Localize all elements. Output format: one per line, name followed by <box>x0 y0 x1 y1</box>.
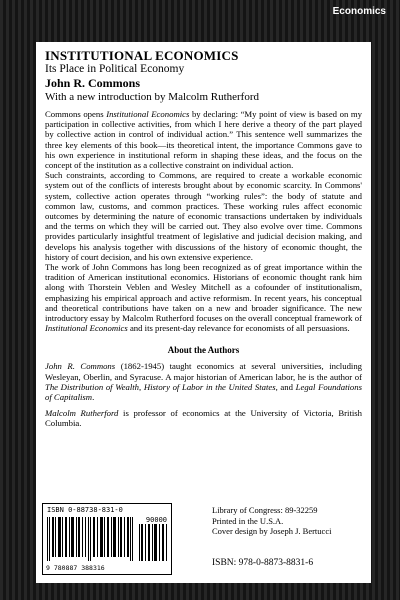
library-of-congress: Library of Congress: 89-32259 <box>212 505 318 515</box>
description-paragraph-2: Such constraints, according to Commons, are required to create a workable economic system out of the conflicts of interests brought about by economic scarcity. In Commons' system, collective action operates through “working rules”: the body of statute and common law, customs, and common practices. These working rules affect economic outcomes by determining the nature of economic transactions undertaken by individuals and the terms on which they will be carried out. They also evolve over time. Commons provides particularly insightful treatment of legislative and judicial decision making, and develops his analysis together with discussions of the history of economic thought, the history of court decision, and his own extensive experience. <box>45 170 362 262</box>
book-title-italic: Institutional Economics <box>45 323 128 334</box>
barcode-isbn-text: ISBN 0-88738-831-0 <box>47 506 123 514</box>
barcode-bars-main <box>47 517 133 561</box>
text-run: and its present-day relevance for economists of all persuasions. <box>127 323 350 334</box>
description-body <box>45 109 362 333</box>
back-cover-panel <box>36 42 371 583</box>
work-title: The Distribution of Wealth <box>45 381 140 392</box>
work-title: History of Labor in the United States <box>143 381 276 392</box>
text-run: , <box>139 381 144 392</box>
text-run: (1862-1945) taught economics at several universities, including Wesleyan, Oberlin, and Syracuse. A major historian of American labor, he is the author of <box>45 361 363 382</box>
work-title: Legal Foundations of Capitalism <box>45 381 363 403</box>
book-author: John R. Commons <box>45 76 141 90</box>
book-title-italic: Institutional Economics <box>106 109 190 119</box>
text-run: , and <box>275 381 296 392</box>
description-paragraph-3 <box>45 262 362 333</box>
text-run: . <box>92 392 95 403</box>
book-subtitle: Its Place in Political Economy <box>45 63 185 75</box>
about-authors-heading: About the Authors <box>167 345 240 356</box>
isbn-label: ISBN: 978-0-8873-8831-6 <box>212 558 314 568</box>
author-bio-rutherford <box>45 408 362 428</box>
barcode <box>42 503 172 575</box>
text-run: is professor of economics at the University of Victoria, British Columbia. <box>45 408 362 429</box>
cover-design-credit: Cover design by Joseph J. Bertucci <box>212 526 332 536</box>
author-name: Malcolm Rutherford <box>45 408 119 419</box>
book-title: INSTITUTIONAL ECONOMICS <box>45 48 239 63</box>
author-name: John R. Commons <box>45 361 116 372</box>
introduction-credit: With a new introduction by Malcolm Rutherford <box>45 91 260 103</box>
printed-in: Printed in the U.S.A. <box>212 515 284 526</box>
text-run: The work of John Commons has long been recognized as of great importance within the tradition of American institutional economics. Historians of economic thought rank him along with Thorstein Veblen and Wesley Mitchell as a cofounder of institutionalism, emphasizing his empirical approach and active reformism. In recent years, his conceptual and theoretical contributions have taken on a new and broader significance. The new introductory essay by Malcolm Rutherford focuses on the overall conceptual framework of <box>45 262 362 324</box>
author-bio-commons <box>45 361 362 402</box>
genre-label: Economics <box>332 6 386 17</box>
text-run: by declaring: “My point of view is based on my participation in collective activities, from which I here derive a theory of the part played by collective action in control of individual action.” This sentence well summarizes the three key elements of this book—its theoretical intent, the importance Commons gave to his own experience in institutional reform in shaping these ideas, and the focus on the concept of the institution as a collective constraint on individual action. <box>45 109 362 171</box>
description-paragraph-1 <box>45 109 362 170</box>
barcode-price-code: 90000 <box>145 516 167 524</box>
publication-info <box>212 505 331 537</box>
text-run: Commons opens <box>45 109 107 119</box>
barcode-digits: 9 780887 388316 <box>46 564 105 572</box>
barcode-bars-addon <box>139 524 167 561</box>
